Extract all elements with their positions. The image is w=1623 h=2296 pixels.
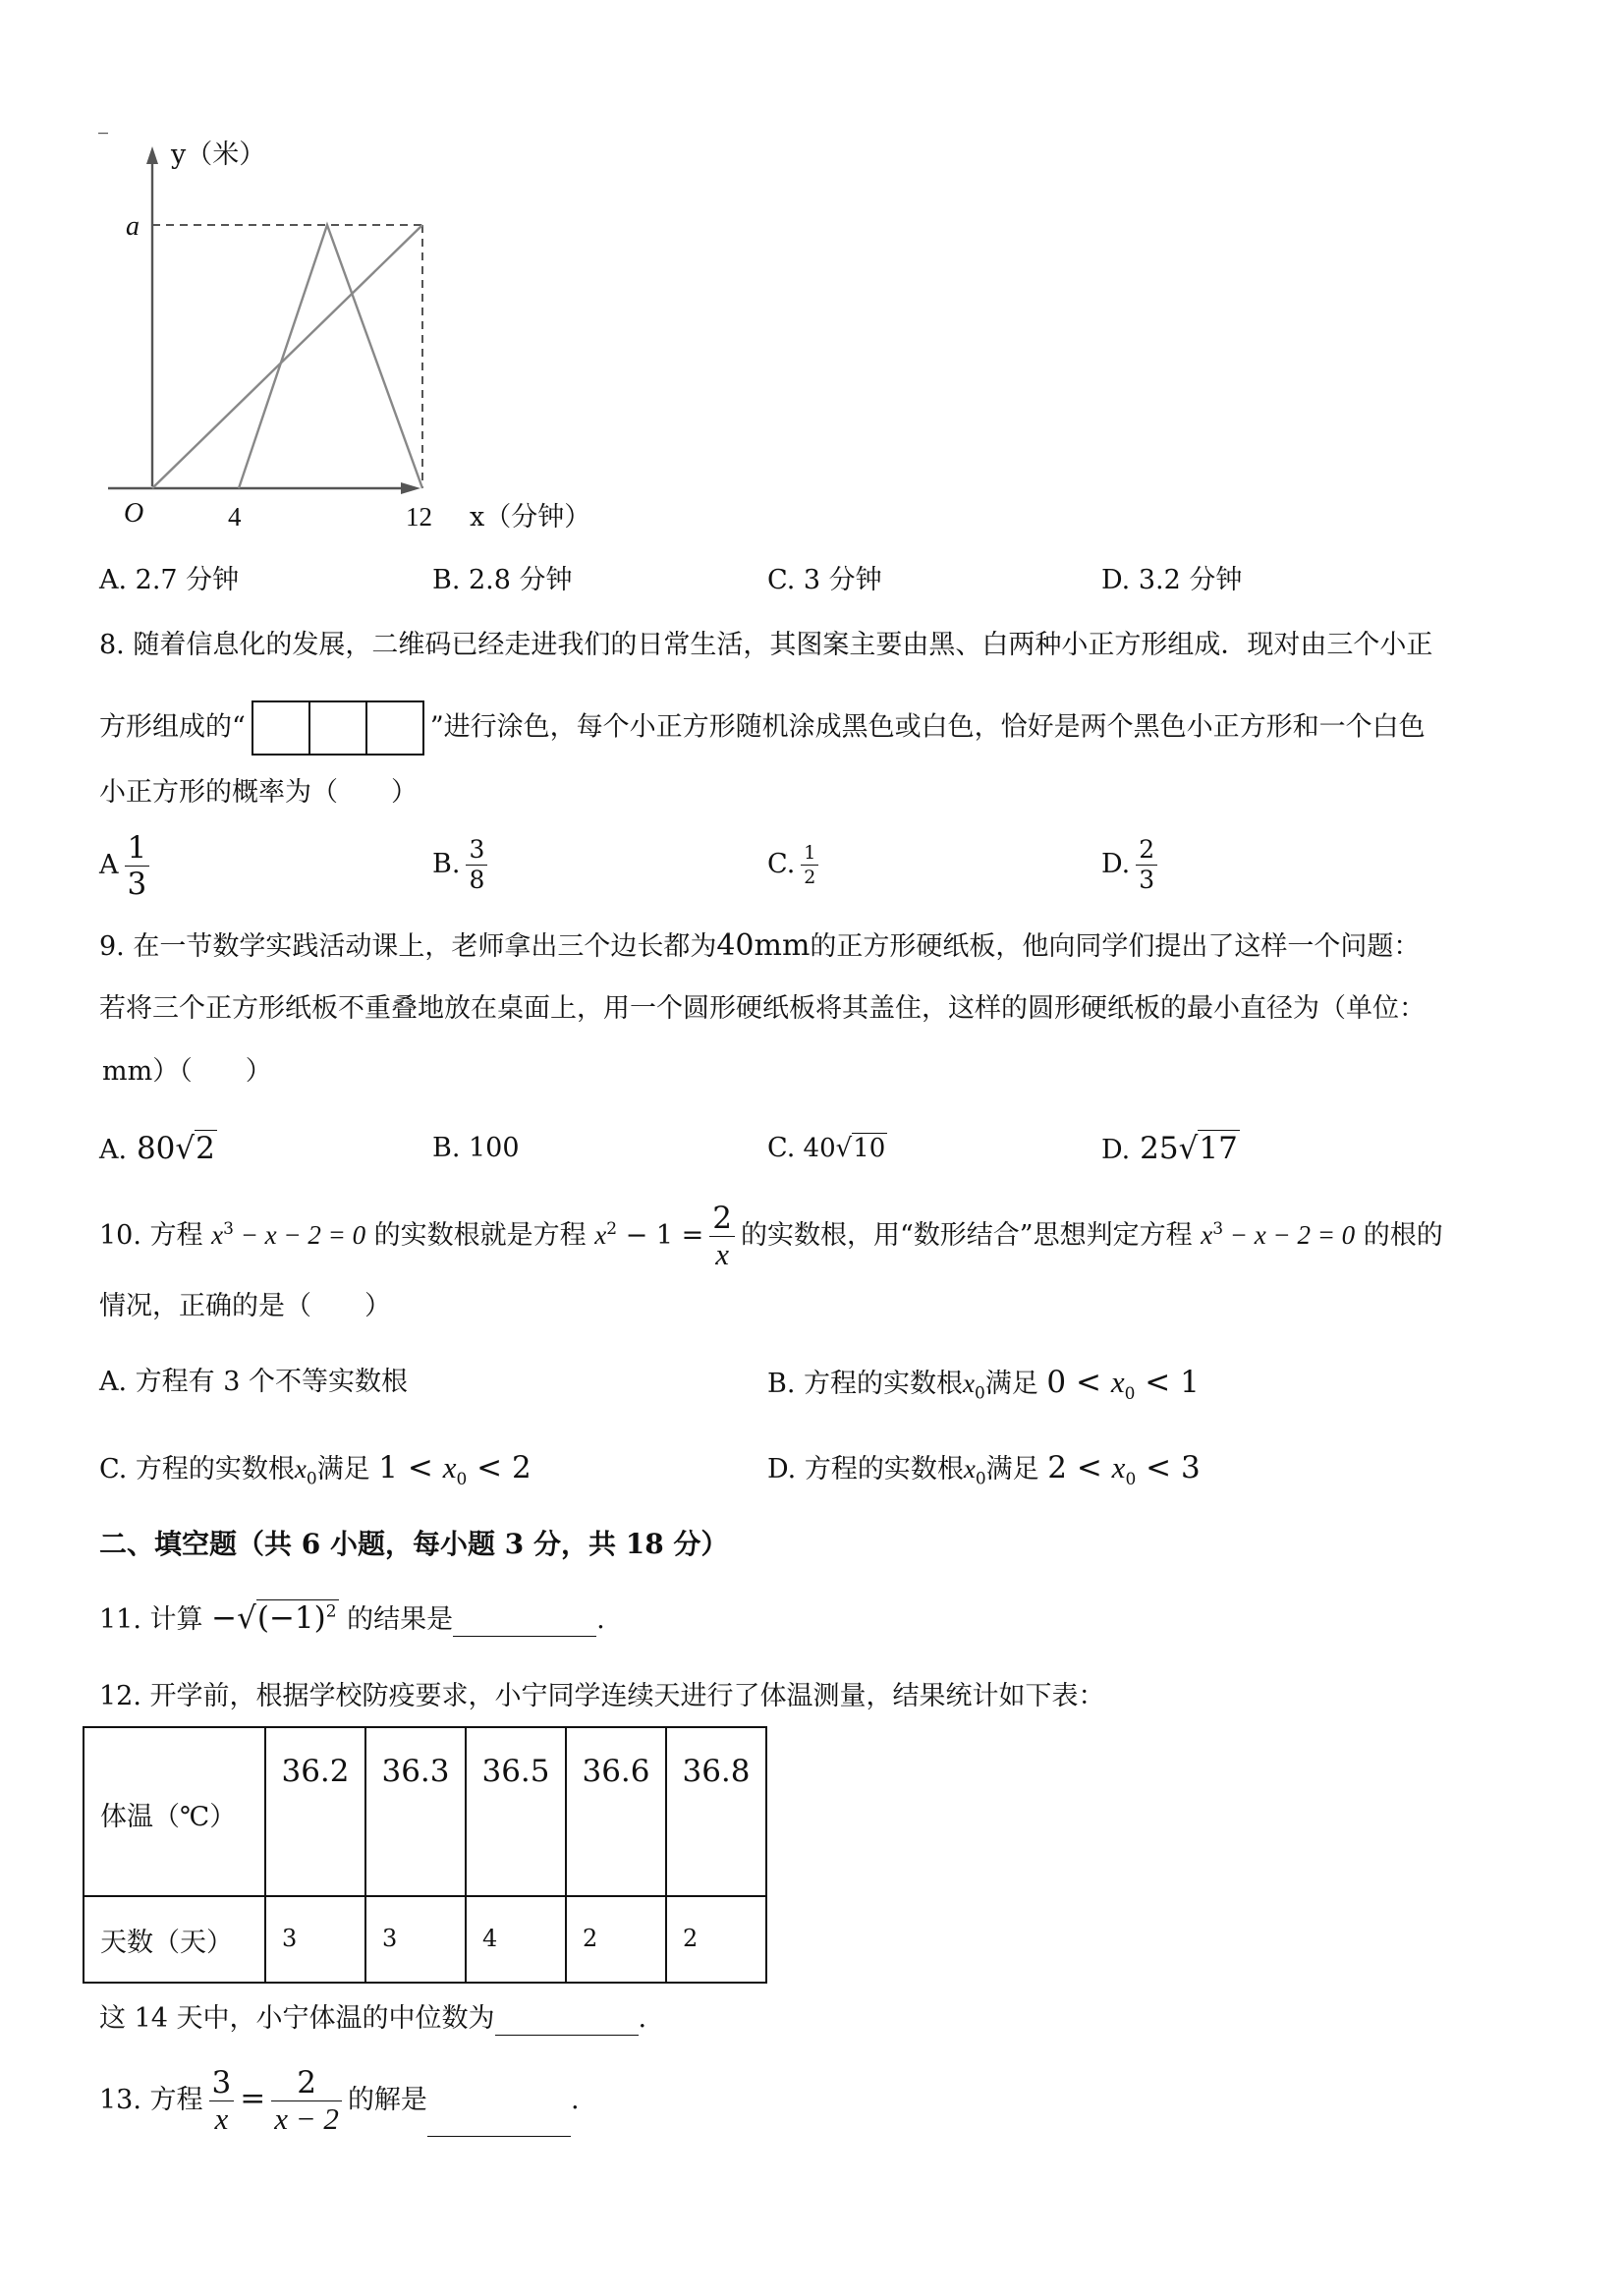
q7-option-c: C. 3 分钟 [767, 565, 882, 595]
q13-line: 13. 方程 $\frac{3}{x}$ = $\frac{2}{x - 2}$ 的解是 . [99, 2065, 580, 2136]
row-label-temperature: 体温（℃） [100, 1802, 237, 1832]
row-label-days: 天数（天） [100, 1928, 233, 1958]
q9-option-a: A. 80√2 [99, 1131, 215, 1166]
q7-option-d: D. 3.2 分钟 [1101, 565, 1243, 595]
q9-line3: mm）（ ） [102, 1056, 272, 1087]
q11-line: 11. 计算 $-√(-1)^2$ 的结果是 . [99, 1600, 605, 1636]
temp-cell: 36.6 [582, 1754, 650, 1789]
q8-line2: 方形组成的“ ”进行涂色，每个小正方形随机涂成黑色或白色，恰好是两个黑色小正方形和一个白色 [99, 700, 1426, 756]
triangle-path [239, 225, 422, 488]
days-cell: 2 [683, 1925, 699, 1952]
q9-option-c: C. 40√10 [767, 1133, 886, 1163]
q9-option-b: B. 100 [432, 1133, 520, 1163]
q13-answer-blank[interactable] [427, 2108, 571, 2137]
section-title-fill-in: 二、填空题（共 6 小题，每小题 3 分，共 18 分） [99, 1528, 729, 1560]
y-arrow [146, 146, 158, 164]
x-axis-label: x（分钟） [470, 502, 591, 532]
days-cell: 4 [482, 1925, 498, 1952]
q12-answer-blank[interactable] [495, 2007, 639, 2036]
q9-line2: 若将三个正方形纸板不重叠地放在桌面上，用一个圆形硬纸板将其盖住，这样的圆形硬纸板的最小直径为（单位： [99, 993, 1426, 1024]
q10-option-b: B. 方程的实数根$x_0$满足 $0 < x_0 < 1$ [767, 1365, 1200, 1405]
x-tick-4: 4 [228, 502, 242, 532]
temp-cell: 36.2 [281, 1754, 350, 1789]
q7-option-b: B. 2.8 分钟 [432, 565, 573, 595]
temperature-table [83, 1726, 767, 1984]
q9-line1: 9. 在一节数学实践活动课上，老师拿出三个边长都为40mm的正方形硬纸板，他向同学们提出了这样一个问题： [99, 928, 1421, 963]
q12-line1: 12. 开学前，根据学校防疫要求，小宁同学连续天进行了体温测量，结果统计如下表： [99, 1681, 1105, 1711]
q10-line2: 情况，正确的是（ ） [99, 1291, 391, 1321]
q8-option-d: D. $\frac{2}{3}$ [1101, 835, 1163, 895]
q10-line1: 10. 方程 $x^3 - x - 2 = 0$ 的实数根就是方程 $x^2 - 1$ = $\frac{2}{x}$ 的实数根，用“数形结合”思想判定方程 $x^3 - x - 2 = 0$ 的根的 [99, 1201, 1443, 1271]
q12-after: 这 14 天中，小宁体温的中位数为 . [99, 2003, 647, 2034]
q10-option-d: D. 方程的实数根$x_0$满足 $2 < x_0 < 3$ [767, 1450, 1201, 1490]
days-cell: 3 [282, 1925, 298, 1952]
q11-answer-blank[interactable] [453, 1608, 596, 1637]
table-row [84, 1727, 766, 1896]
q8-line3: 小正方形的概率为（ ） [99, 777, 418, 808]
q8-line1: 8. 随着信息化的发展，二维码已经走进我们的日常生活，其图案主要由黑、白两种小正方形组成．现对由三个小正 [99, 630, 1433, 660]
origin-label: O [124, 498, 144, 529]
distance-time-graph [98, 133, 609, 540]
temp-cell: 36.3 [381, 1754, 450, 1789]
q8-option-b: B. $\frac{3}{8}$ [432, 835, 493, 895]
q10-option-a: A. 方程有 3 个不等实数根 [99, 1367, 409, 1397]
q8-option-a: A $\frac{1}{3}$ [99, 830, 155, 902]
x-tick-12: 12 [406, 502, 432, 532]
days-cell: 2 [583, 1925, 598, 1952]
q8-option-c: C. $\frac{1}{2}$ [767, 841, 824, 889]
temp-cell: 36.8 [682, 1754, 751, 1789]
y-axis-label: y（米） [171, 140, 266, 170]
temp-cell: 36.5 [481, 1754, 550, 1789]
label-a: a [126, 211, 140, 242]
q10-option-c: C. 方程的实数根$x_0$满足 $1 < x_0 < 2$ [99, 1450, 532, 1490]
days-cell: 3 [382, 1925, 398, 1952]
three-squares-figure [252, 700, 424, 756]
table-row [84, 1896, 766, 1983]
line-through-origin [152, 225, 422, 488]
q7-option-a: A. 2.7 分钟 [99, 565, 240, 595]
q9-option-d: D. 25√17 [1101, 1131, 1238, 1166]
